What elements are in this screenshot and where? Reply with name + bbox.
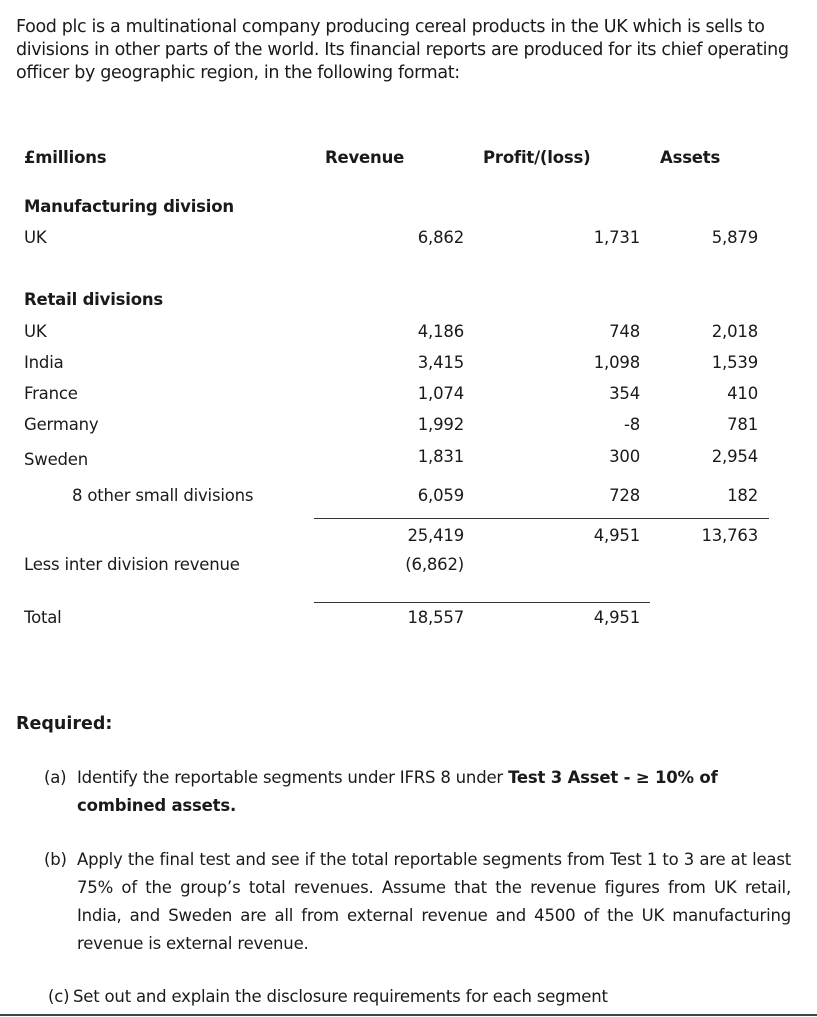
retail-france-profit: 354 xyxy=(609,384,640,403)
retail-germany-revenue: 1,992 xyxy=(417,415,464,434)
retail-india-revenue: 3,415 xyxy=(417,353,464,372)
retail-other-revenue: 6,059 xyxy=(417,486,464,505)
retail-uk-revenue: 4,186 xyxy=(417,322,464,341)
question-b-text: Apply the final test and see if the total reportable segments from Test 1 to 3 are at least 75% of the group’s total revenues. Assume that the revenue figures from UK retail, India, and Sweden are all from external revenue and 4500 of the UK manufacturing revenue is external revenue. xyxy=(77,850,791,953)
manufacturing-division-title: Manufacturing division xyxy=(24,197,234,216)
required-heading: Required: xyxy=(16,714,113,734)
header-profit: Profit/(loss) xyxy=(483,148,591,167)
retail-other-profit: 728 xyxy=(609,486,640,505)
retail-other-assets: 182 xyxy=(727,486,758,505)
retail-germany-profit: -8 xyxy=(623,415,640,434)
question-a-text xyxy=(77,764,794,820)
question-c-text: Set out and explain the disclosure requirements for each segment xyxy=(73,987,608,1006)
header-millions: £millions xyxy=(24,148,107,167)
retail-france-revenue: 1,074 xyxy=(417,384,464,403)
question-a xyxy=(44,764,794,824)
total-profit: 4,951 xyxy=(593,608,640,627)
question-c xyxy=(48,983,788,1011)
subtotal-profit: 4,951 xyxy=(593,526,640,545)
question-b-label: (b) xyxy=(44,850,67,869)
retail-france-label: France xyxy=(24,384,78,403)
manufacturing-uk-assets: 5,879 xyxy=(711,228,758,247)
retail-uk-label: UK xyxy=(24,322,47,341)
question-a-label: (a) xyxy=(44,768,67,787)
retail-divisions-title: Retail divisions xyxy=(24,290,164,309)
question-c-label: (c) xyxy=(48,987,70,1006)
manufacturing-uk-label: UK xyxy=(24,228,47,247)
total-label: Total xyxy=(24,608,62,627)
retail-other-label: 8 other small divisions xyxy=(72,486,254,505)
question-b xyxy=(44,846,794,961)
retail-france-assets: 410 xyxy=(727,384,758,403)
retail-germany-label: Germany xyxy=(24,415,99,434)
retail-india-label: India xyxy=(24,353,64,372)
less-inter-division-label: Less inter division revenue xyxy=(24,555,240,574)
bottom-border xyxy=(0,1014,817,1016)
less-inter-division-revenue: (6,862) xyxy=(405,555,464,574)
subtotal-revenue: 25,419 xyxy=(407,526,464,545)
total-rule xyxy=(314,602,650,603)
retail-india-assets: 1,539 xyxy=(711,353,758,372)
subtotal-rule xyxy=(314,518,769,519)
retail-india-profit: 1,098 xyxy=(593,353,640,372)
question-a-plain: Identify the reportable segments under IFRS 8 under xyxy=(77,768,509,787)
retail-sweden-assets: 2,954 xyxy=(711,447,758,466)
retail-sweden-revenue: 1,831 xyxy=(417,447,464,466)
header-assets: Assets xyxy=(660,148,721,167)
subtotal-assets: 13,763 xyxy=(701,526,758,545)
retail-sweden-label: Sweden xyxy=(24,450,89,469)
retail-germany-assets: 781 xyxy=(727,415,758,434)
retail-sweden-profit: 300 xyxy=(609,447,640,466)
retail-uk-assets: 2,018 xyxy=(711,322,758,341)
manufacturing-uk-profit: 1,731 xyxy=(593,228,640,247)
header-revenue: Revenue xyxy=(325,148,405,167)
question-a-bold: Test 3 Asset - ≥ 10% of combined assets. xyxy=(77,768,718,815)
total-revenue: 18,557 xyxy=(407,608,464,627)
manufacturing-uk-revenue: 6,862 xyxy=(417,228,464,247)
intro-paragraph: Food plc is a multinational company producing cereal products in the UK which is sells to divisions in other parts of the world. Its financial reports are produced for its chief operating officer by geographic region, in the following format: xyxy=(16,17,789,83)
retail-uk-profit: 748 xyxy=(609,322,640,341)
